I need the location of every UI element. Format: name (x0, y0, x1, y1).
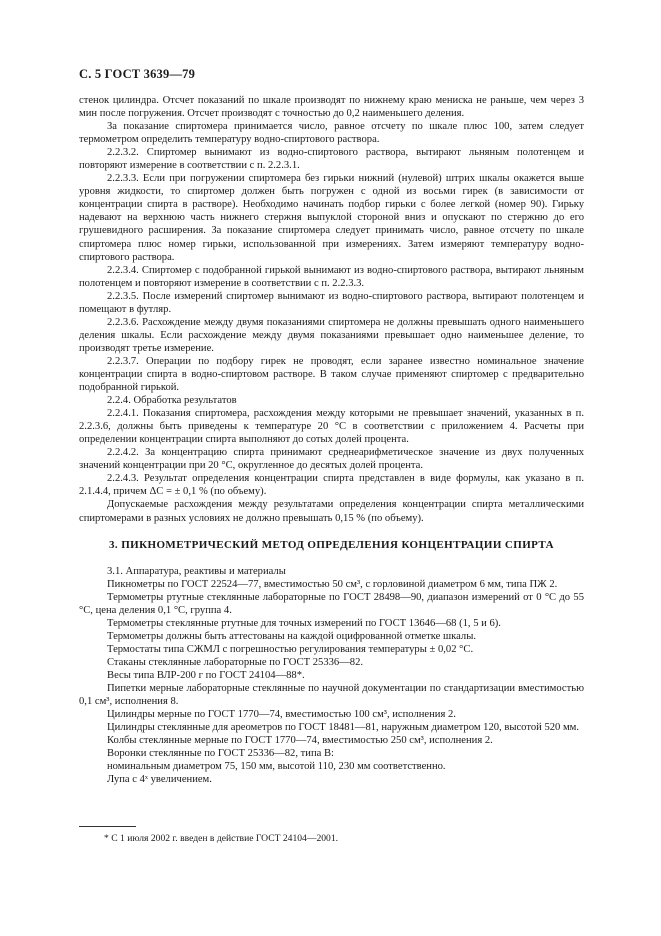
paragraph: 2.2.3.2. Спиртомер вынимают из водно-спиртового раствора, вытирают льняным полотенцем и повторяют измерение в соответствии с п. 2.2.3.1. (79, 147, 584, 172)
paragraph: Весы типа ВЛР-200 г по ГОСТ 24104—88*. (107, 669, 305, 681)
paragraph: 2.2.4.2. За концентрацию спирта принимают среднеарифметическое значение из двух полученных значений концентрации при 20 °С, округленное до десятых долей процента. (79, 447, 584, 472)
paragraph: 2.2.4.1. Показания спиртомера, расхождения между которыми не превышает значений, указанных в п. 2.2.3.6, должны быть приведены к температуре 20 °С в соответствии с приложением 4. Расчеты при определении концентрации спирта выполняют до сотых долей процента. (79, 408, 584, 446)
paragraph: Воронки стеклянные по ГОСТ 25336—82, типа В: (107, 748, 334, 760)
page-header: С. 5 ГОСТ 3639—79 (79, 67, 196, 81)
paragraph: Цилиндры мерные по ГОСТ 1770—74, вместимостью 100 см³, исполнения 2. (107, 709, 456, 721)
paragraph: Пипетки мерные лабораторные стеклянные по научной документации по стандартизации вместимостью 0,1 см³, исполнения 8. (79, 683, 584, 708)
paragraph: Термометры стеклянные ртутные для точных измерений по ГОСТ 13646—68 (1, 5 и 6). (107, 617, 501, 629)
paragraph: 2.2.3.4. Спиртомер с подобранной гирькой вынимают из водно-спиртового раствора, вытирают льняным полотенцем и повторяют измерение в соответствии с п. 2.2.3.3. (79, 264, 584, 289)
footnote: * С 1 июля 2002 г. введен в действие ГОСТ 24104—2001. (104, 833, 339, 844)
footnote-divider (79, 826, 136, 827)
paragraph: Колбы стеклянные мерные по ГОСТ 1770—74, вместимостью 250 см³, исполнения 2. (107, 735, 493, 747)
paragraph: За показание спиртомера принимается число, равное отсчету по шкале плюс 100, затем следует термометром определить температуру водно-спиртового раствора. (79, 121, 584, 146)
document-body (79, 94, 584, 786)
paragraph: Термостаты типа СЖМЛ с погрешностью регулирования температуры ± 0,02 °С. (107, 643, 474, 655)
paragraph: Стаканы стеклянные лабораторные по ГОСТ 25336—82. (107, 656, 364, 668)
paragraph: 2.2.3.3. Если при погружении спиртомера без гирьки нижний (нулевой) штрих шкалы окажется выше уровня жидкости, то спиртомер должен быть погружен с одной из восьми гирек (в зависимости от концентрации спирта в растворе). Необходимо начинать подбор гирьки с более легкой (номер 90). Гирьку надевают на верхнюю часть нижнего стержня выпуклой стороной вниз и опускают по стержню до его грушевидного расширения. За показание спиртомера следует принимать число, равное отсчету по шкале спиртомера плюс номер гирьки, использованной при измерениях. Затем измеряют температуру водно-спиртового раствора. (79, 173, 584, 263)
paragraph: 2.2.3.6. Расхождение между двумя показаниями спиртомера не должны превышать одного наименьшего деления шкалы. Если расхождение между двумя показаниями превышает одно наименьшее деление, то производят третье измерение. (79, 316, 584, 354)
paragraph: Термометры должны быть аттестованы на каждой оцифрованной отметке шкалы. (107, 630, 476, 642)
paragraph: Термометры ртутные стеклянные лабораторные по ГОСТ 28498—90, диапазон измерений от 0 °С до 55 °С, цена деления 0,1 °С, группа 4. (79, 591, 584, 616)
paragraph: Цилиндры стеклянные для ареометров по ГОСТ 18481—81, наружным диаметром 120, высотой 520 мм. (107, 722, 580, 734)
paragraph: Лупа с 4ˣ увеличением. (107, 774, 212, 786)
paragraph: 3.1. Аппаратура, реактивы и материалы (107, 565, 286, 577)
paragraphs-after-section (79, 565, 584, 787)
paragraph: 2.2.4. Обработка результатов (107, 395, 237, 407)
paragraph: номинальным диаметром 75, 150 мм, высотой 110, 230 мм соответственно. (107, 761, 446, 773)
paragraph: 2.2.4.3. Результат определения концентрации спирта представлен в виде формулы, как указано в п. 2.1.4.4, причем ΔС = ± 0,1 % (по объему). (79, 473, 584, 498)
paragraph: 2.2.3.7. Операции по подбору гирек не проводят, если заранее известно номинальное значение концентрации спирта в водно-спиртовом растворе. В таком случае применяют спиртомер с предварительно подобранной гирькой. (79, 355, 584, 394)
paragraph: Пикнометры по ГОСТ 22524—77, вместимостью 50 см³, с горловиной диаметром 6 мм, типа ПЖ 2. (107, 578, 558, 590)
paragraphs-before-section (79, 94, 584, 525)
paragraph: стенок цилиндра. Отсчет показаний по шкале производят по нижнему краю мениска не раньше, чем через 3 мин после погружения. Отсчет производят с точностью до 0,2 наименьшего деления. (79, 95, 584, 120)
section-title: 3. ПИКНОМЕТРИЧЕСКИЙ МЕТОД ОПРЕДЕЛЕНИЯ КОНЦЕНТРАЦИИ СПИРТА (109, 538, 554, 551)
paragraph: 2.2.3.5. После измерений спиртомер вынимают из водно-спиртового раствора, вытирают полотенцем и помещают в футляр. (79, 290, 584, 315)
paragraph: Допускаемые расхождения между результатами определения концентрации спирта металлическими спиртомерами в разных условиях не должно превышать 0,15 % (по объему). (79, 499, 584, 524)
